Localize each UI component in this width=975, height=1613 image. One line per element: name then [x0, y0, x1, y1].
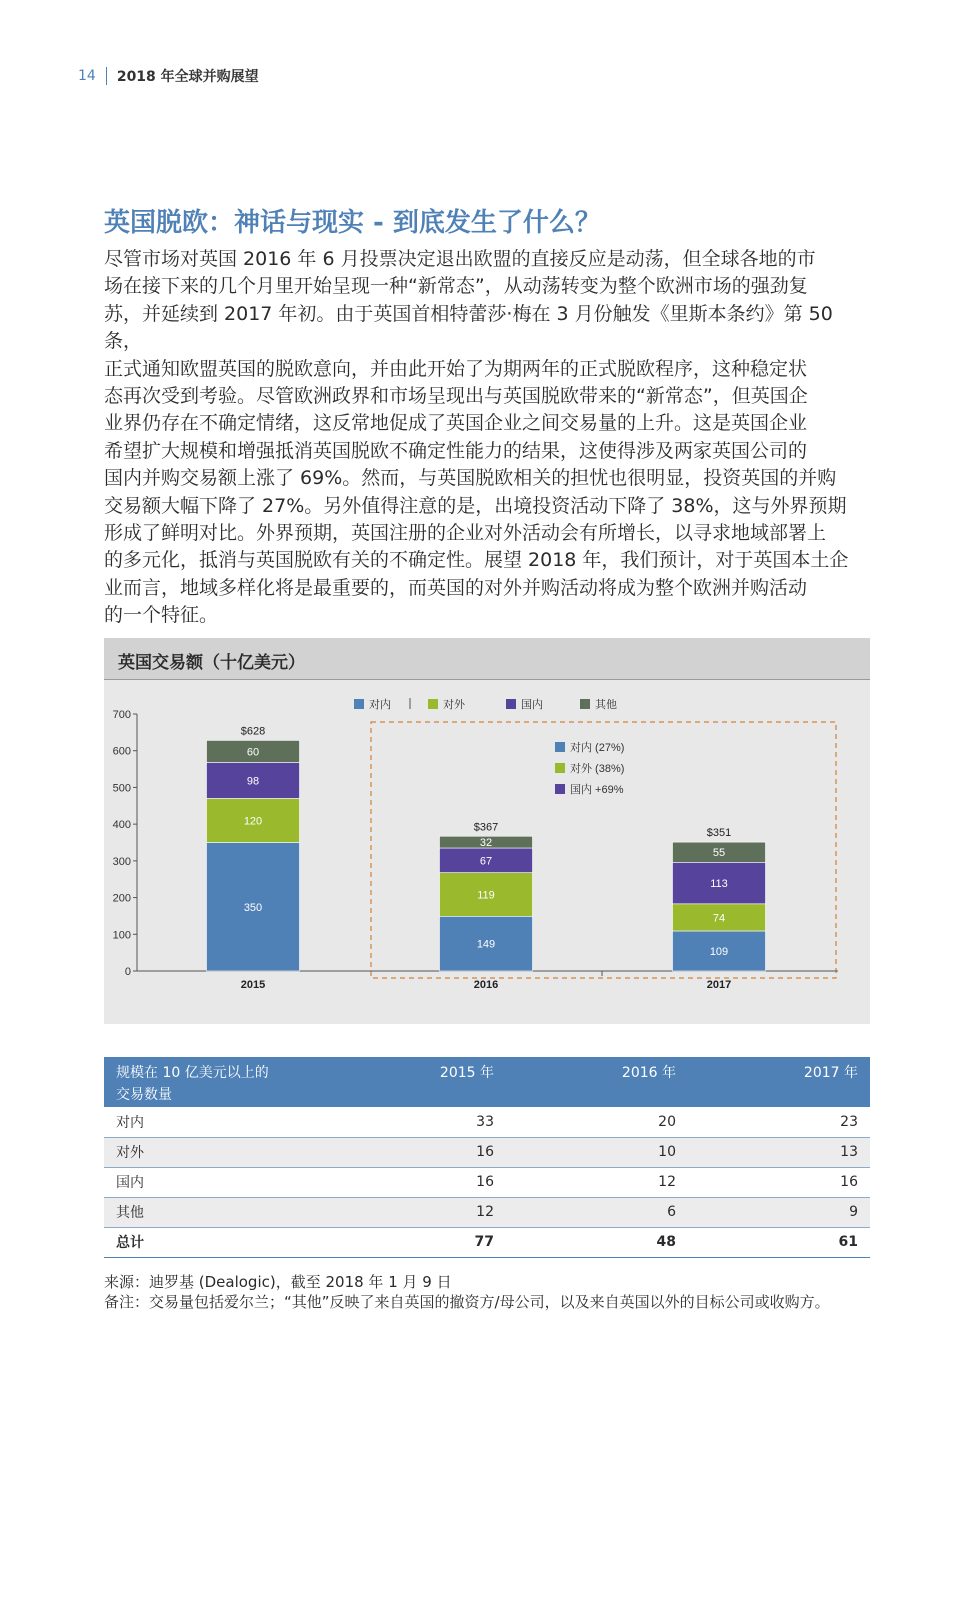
row-label: 对内 — [104, 1107, 324, 1137]
cell-value: 16 — [688, 1167, 870, 1197]
cell-value: 16 — [324, 1167, 506, 1197]
bar-value-label: 55 — [712, 847, 726, 860]
bar-value-label: 149 — [476, 938, 496, 951]
chart-title: 英国交易额（十亿美元） — [118, 653, 305, 673]
bar-value-label: 119 — [477, 889, 495, 902]
legend-label: 对内 — [369, 699, 391, 711]
cell-value: 61 — [688, 1227, 870, 1257]
footnotes — [104, 1272, 874, 1312]
bar-value-label: 32 — [479, 837, 493, 850]
document-title: 2018 年全球并购展望 — [116, 69, 259, 85]
y-tick-label: 400 — [112, 819, 131, 832]
bar-total-label: $628 — [240, 725, 266, 738]
chart-panel — [104, 638, 870, 1024]
header-divider — [106, 67, 107, 85]
legend-swatch — [428, 699, 438, 709]
page-header — [78, 66, 259, 86]
page-number: 14 — [78, 68, 96, 84]
remark-note: 备注：交易量包括爱尔兰；“其他”反映了来自英国的撤资方/母公司，以及来自英国以外的目标公司或收购方。 — [104, 1293, 830, 1311]
table-header-2016: 2016 年 — [621, 1065, 676, 1081]
table-header-row — [104, 1057, 870, 1107]
annotation-label: 对外 (38%) — [570, 763, 625, 775]
annotation-swatch — [555, 784, 565, 794]
bar-total-label: $351 — [706, 827, 732, 840]
bar-value-label: 109 — [709, 945, 729, 958]
y-tick-label: 0 — [124, 966, 131, 978]
table-row — [104, 1137, 870, 1167]
row-label: 对外 — [104, 1137, 324, 1167]
table-row — [104, 1167, 870, 1197]
bar-value-label: 60 — [246, 746, 260, 759]
table-header-2015: 2015 年 — [439, 1065, 494, 1081]
y-tick-label: 500 — [112, 782, 131, 795]
legend-swatch — [354, 699, 364, 709]
deal-count-table — [104, 1057, 870, 1258]
bar-total-label: $367 — [473, 821, 499, 834]
annotation-label: 对内 (27%) — [570, 742, 625, 754]
row-label: 其他 — [104, 1197, 324, 1227]
legend-label: 其他 — [595, 699, 617, 711]
cell-value: 16 — [324, 1137, 506, 1167]
x-tick-label: 2016 — [473, 979, 499, 991]
table-header-2017: 2017 年 — [803, 1065, 858, 1081]
body-paragraph: 尽管市场对英国 2016 年 6 月投票决定退出欧盟的直接反应是动荡，但全球各地的市 场在接下来的几个月里开始呈现一种“新常态”，从动荡转变为整个欧洲市场的强劲复 苏，并延续到 2017 年初。由于英国首相特蕾莎·梅在 3 月份触发《里斯本条约》第 50 条， 正式通知欧盟英国的脱欧意向，并由此开始了为期两年的正式脱欧程序，这种稳定状 态再次受到考验。尽管欧洲政界和市场呈现出与英国脱欧带来的“新常态”，但英国企 业界仍存在不确定情绪，这反常地促成了英国企业之间交易量的上升。这是英国企业 希望扩大规模和增强抵消英国脱欧不确定性能力的结果，这使得涉及两家英国公司的 国内并购交易额上涨了 69%。然而，与英国脱欧相关的担忧也很明显，投资英国的并购 交易额大幅下降了 27%。另外值得注意的是，出境投资活动下降了 38%，这与外界预期 形成了鲜明对比。外界预期，英国注册的企业对外活动会有所增长，以寻求地域部署上 的多元化，抵消与英国脱欧有关的不确定性。展望 2018 年，我们预计，对于英国本土企 业而言，地域多样化将是最重要的，而英国的对外并购活动将成为整个欧洲并购活动 的一个特征。 — [104, 248, 849, 627]
y-tick-label: 300 — [112, 855, 131, 868]
x-tick-label: 2015 — [240, 979, 266, 991]
cell-value: 9 — [688, 1197, 870, 1227]
cell-value: 48 — [506, 1227, 688, 1257]
annotation-swatch — [555, 742, 565, 752]
y-tick-label: 100 — [112, 929, 131, 942]
section-title: 英国脱欧：神话与现实 - 到底发生了什么？ — [104, 208, 601, 238]
legend-swatch — [580, 699, 590, 709]
stacked-bar-chart — [104, 638, 870, 1024]
bar-value-label: 120 — [243, 815, 263, 828]
bar-value-label: 350 — [243, 901, 263, 914]
cell-value: 13 — [688, 1137, 870, 1167]
bar-value-label: 113 — [710, 878, 728, 891]
cell-value: 6 — [506, 1197, 688, 1227]
annotation-swatch — [555, 763, 565, 773]
table-row — [104, 1107, 870, 1137]
y-tick-label: 700 — [112, 709, 131, 721]
bar-value-label: 67 — [479, 855, 493, 868]
cell-value: 12 — [506, 1167, 688, 1197]
table-row — [104, 1197, 870, 1227]
cell-value: 77 — [324, 1227, 506, 1257]
cell-value: 33 — [324, 1107, 506, 1137]
deal-count-table-wrap — [104, 1057, 870, 1258]
y-tick-label: 200 — [112, 892, 131, 905]
y-tick-label: 600 — [112, 745, 131, 758]
table-header-label: 规模在 10 亿美元以上的 交易数量 — [116, 1065, 269, 1103]
cell-value: 20 — [506, 1107, 688, 1137]
bar-value-label: 98 — [246, 775, 260, 788]
cell-value: 23 — [688, 1107, 870, 1137]
cell-value: 10 — [506, 1137, 688, 1167]
legend-label: 国内 — [521, 699, 543, 711]
source-note: 来源：迪罗基 (Dealogic)，截至 2018 年 1 月 9 日 — [104, 1273, 452, 1291]
annotation-label: 国内 +69% — [570, 784, 624, 796]
row-label: 国内 — [104, 1167, 324, 1197]
table-total-row — [104, 1227, 870, 1257]
legend-swatch — [506, 699, 516, 709]
legend-label: 对外 — [443, 699, 465, 711]
row-label: 总计 — [104, 1227, 324, 1257]
cell-value: 12 — [324, 1197, 506, 1227]
bar-value-label: 74 — [712, 912, 726, 925]
x-tick-label: 2017 — [706, 979, 732, 991]
